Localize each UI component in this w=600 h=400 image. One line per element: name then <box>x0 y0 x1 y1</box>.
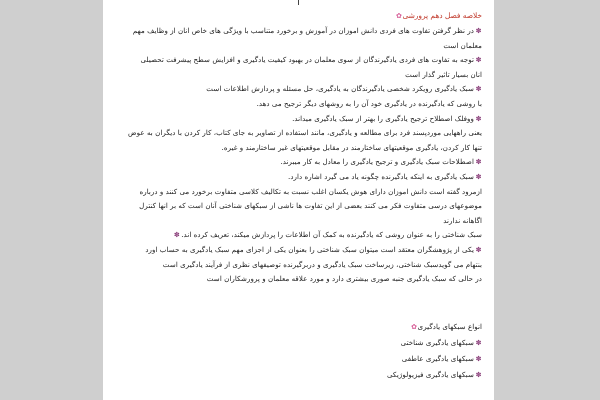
flower-icon: ✽ <box>475 56 482 65</box>
text-line-2 <box>111 39 482 54</box>
line-text: معلمان است <box>443 40 482 50</box>
document-title-text: خلاصه فصل دهم پرورشی <box>402 11 482 20</box>
list-item <box>111 367 482 383</box>
document-page <box>103 0 494 400</box>
flower-icon: ✽ <box>475 245 482 254</box>
text-line-10 <box>111 155 482 170</box>
line-text: در نظر گرفتن تفاوت های فردی دانش اموزان در آموزش و برخورد متناسب با ویژگی های خاص انان از وظایف مهم <box>132 26 474 35</box>
line-text: سبک یادگیری رویکرد شخصی یادگیرندگان به یادگیری، حل مسئله و پردازش اطلاعات است <box>206 84 474 94</box>
text-line-12 <box>111 185 482 200</box>
flower-icon: ✽ <box>475 172 482 181</box>
flower-icon: ✽ <box>173 231 180 240</box>
flower-icon: ✿ <box>411 322 417 331</box>
text-line-3 <box>111 53 482 68</box>
flower-icon: ✽ <box>475 370 482 379</box>
text-line-17 <box>111 258 482 273</box>
text-line-1 <box>111 24 482 39</box>
line-text: سبک یادگیری به اینکه یادگیرنده چگونه یاد می گیرد اشاره دارد. <box>288 171 474 181</box>
text-line-15 <box>111 228 482 243</box>
section-gap <box>111 287 482 319</box>
line-text: یکی از پژوهشگران معتقد است میتوان سبک شناختی را بعنوان یکی از اجزای مهم سبک یادگیری به حساب اورد <box>145 244 474 254</box>
flower-icon: ✽ <box>475 85 482 94</box>
list-item-text: سبکهای یادگیری عاطفی <box>401 353 474 363</box>
line-text: اصطلاحات سبک یادگیری و ترجیح یادگیری را معادل به کار میبرند. <box>280 157 474 167</box>
text-line-4 <box>111 68 482 83</box>
text-line-5 <box>111 82 482 97</box>
line-text: انان بسیار تاثیر گذار است <box>405 69 482 79</box>
flower-icon: ✽ <box>475 158 482 167</box>
list-item-text: سبکهای یادگیری شناختی <box>400 337 474 347</box>
list-item-text: سبکهای یادگیری فیزیولوژیکی <box>386 369 474 379</box>
text-line-14 <box>111 214 482 229</box>
text-line-11 <box>111 170 482 185</box>
list-item <box>111 351 482 367</box>
line-text: تنها کار کردن، یادگیری موقعیتهای ساختارمند در مقابل موقعیتهای غیر ساختارمند و غیره. <box>221 142 482 152</box>
line-text: ازمرود گفته است دانش اموزان دارای هوش یکسان اغلب نسبت به تکالیف کلاسی متفاوت برخورد می کنند و درباره <box>139 186 482 196</box>
line-text: یعنی راههایی موردپسند فرد برای مطالعه و یادگیری، مانند استفاده از تصاویر به جای کتاب، کار کردن با دیگران به عوض <box>127 128 482 138</box>
flower-icon: ✽ <box>475 338 482 347</box>
line-text: در حالی که سبک یادگیری جنبه صوری بیشتری دارد و مورد علاقه معلمان و پرورشکاران است <box>206 274 482 284</box>
text-line-16 <box>111 243 482 258</box>
list-title <box>111 319 482 335</box>
list-item <box>111 335 482 351</box>
line-text: بنتهام می گویدسبک شناختی، زیرساخت سبک یادگیری و دربرگیرنده توصیفهای نظری از فرآیند یادگیری است <box>162 259 482 269</box>
line-text: موضوعهای درسی متفاوت فکر می کنند بعضی از این تفاوت ها ناشی از سبکهای شناختی آنان است که بر انها کنترل <box>139 201 482 211</box>
flower-icon: ✿ <box>396 12 402 20</box>
text-line-8 <box>111 126 482 141</box>
flower-icon: ✽ <box>475 354 482 363</box>
line-text: توجه به تفاوت های فردی یادگیرندگان از سوی معلمان در بهبود کیفیت یادگیری و افزایش سطح پیشرفت تحصیلی <box>140 55 474 65</box>
text-line-7 <box>111 112 482 127</box>
line-text: اگاهانه ندارند <box>443 215 482 225</box>
line-text: ووفلک اصطلاح ترجیح یادگیری را بهتر از سبک یادگیری میداند. <box>292 113 474 123</box>
list-title-text: انواع سبکهای یادگیری <box>417 321 482 331</box>
document-content <box>111 9 482 383</box>
text-line-6 <box>111 97 482 112</box>
flower-icon: ✽ <box>475 27 482 35</box>
line-text: با روشی که یادگیرنده در یادگیری خود آن را به روشهای دیگر ترجیح می دهد. <box>256 98 482 108</box>
text-line-13 <box>111 199 482 214</box>
flower-icon: ✽ <box>475 114 482 123</box>
document-title <box>111 9 482 24</box>
text-line-9 <box>111 141 482 156</box>
text-line-18 <box>111 272 482 287</box>
line-text: سبک شناختی را به عنوان روشی که یادگیرنده به کمک آن اطلاعات را پردازش میکند، تعریف کرده اند. <box>181 230 482 240</box>
learning-styles-list <box>111 319 482 383</box>
page-top-mark <box>298 0 299 5</box>
